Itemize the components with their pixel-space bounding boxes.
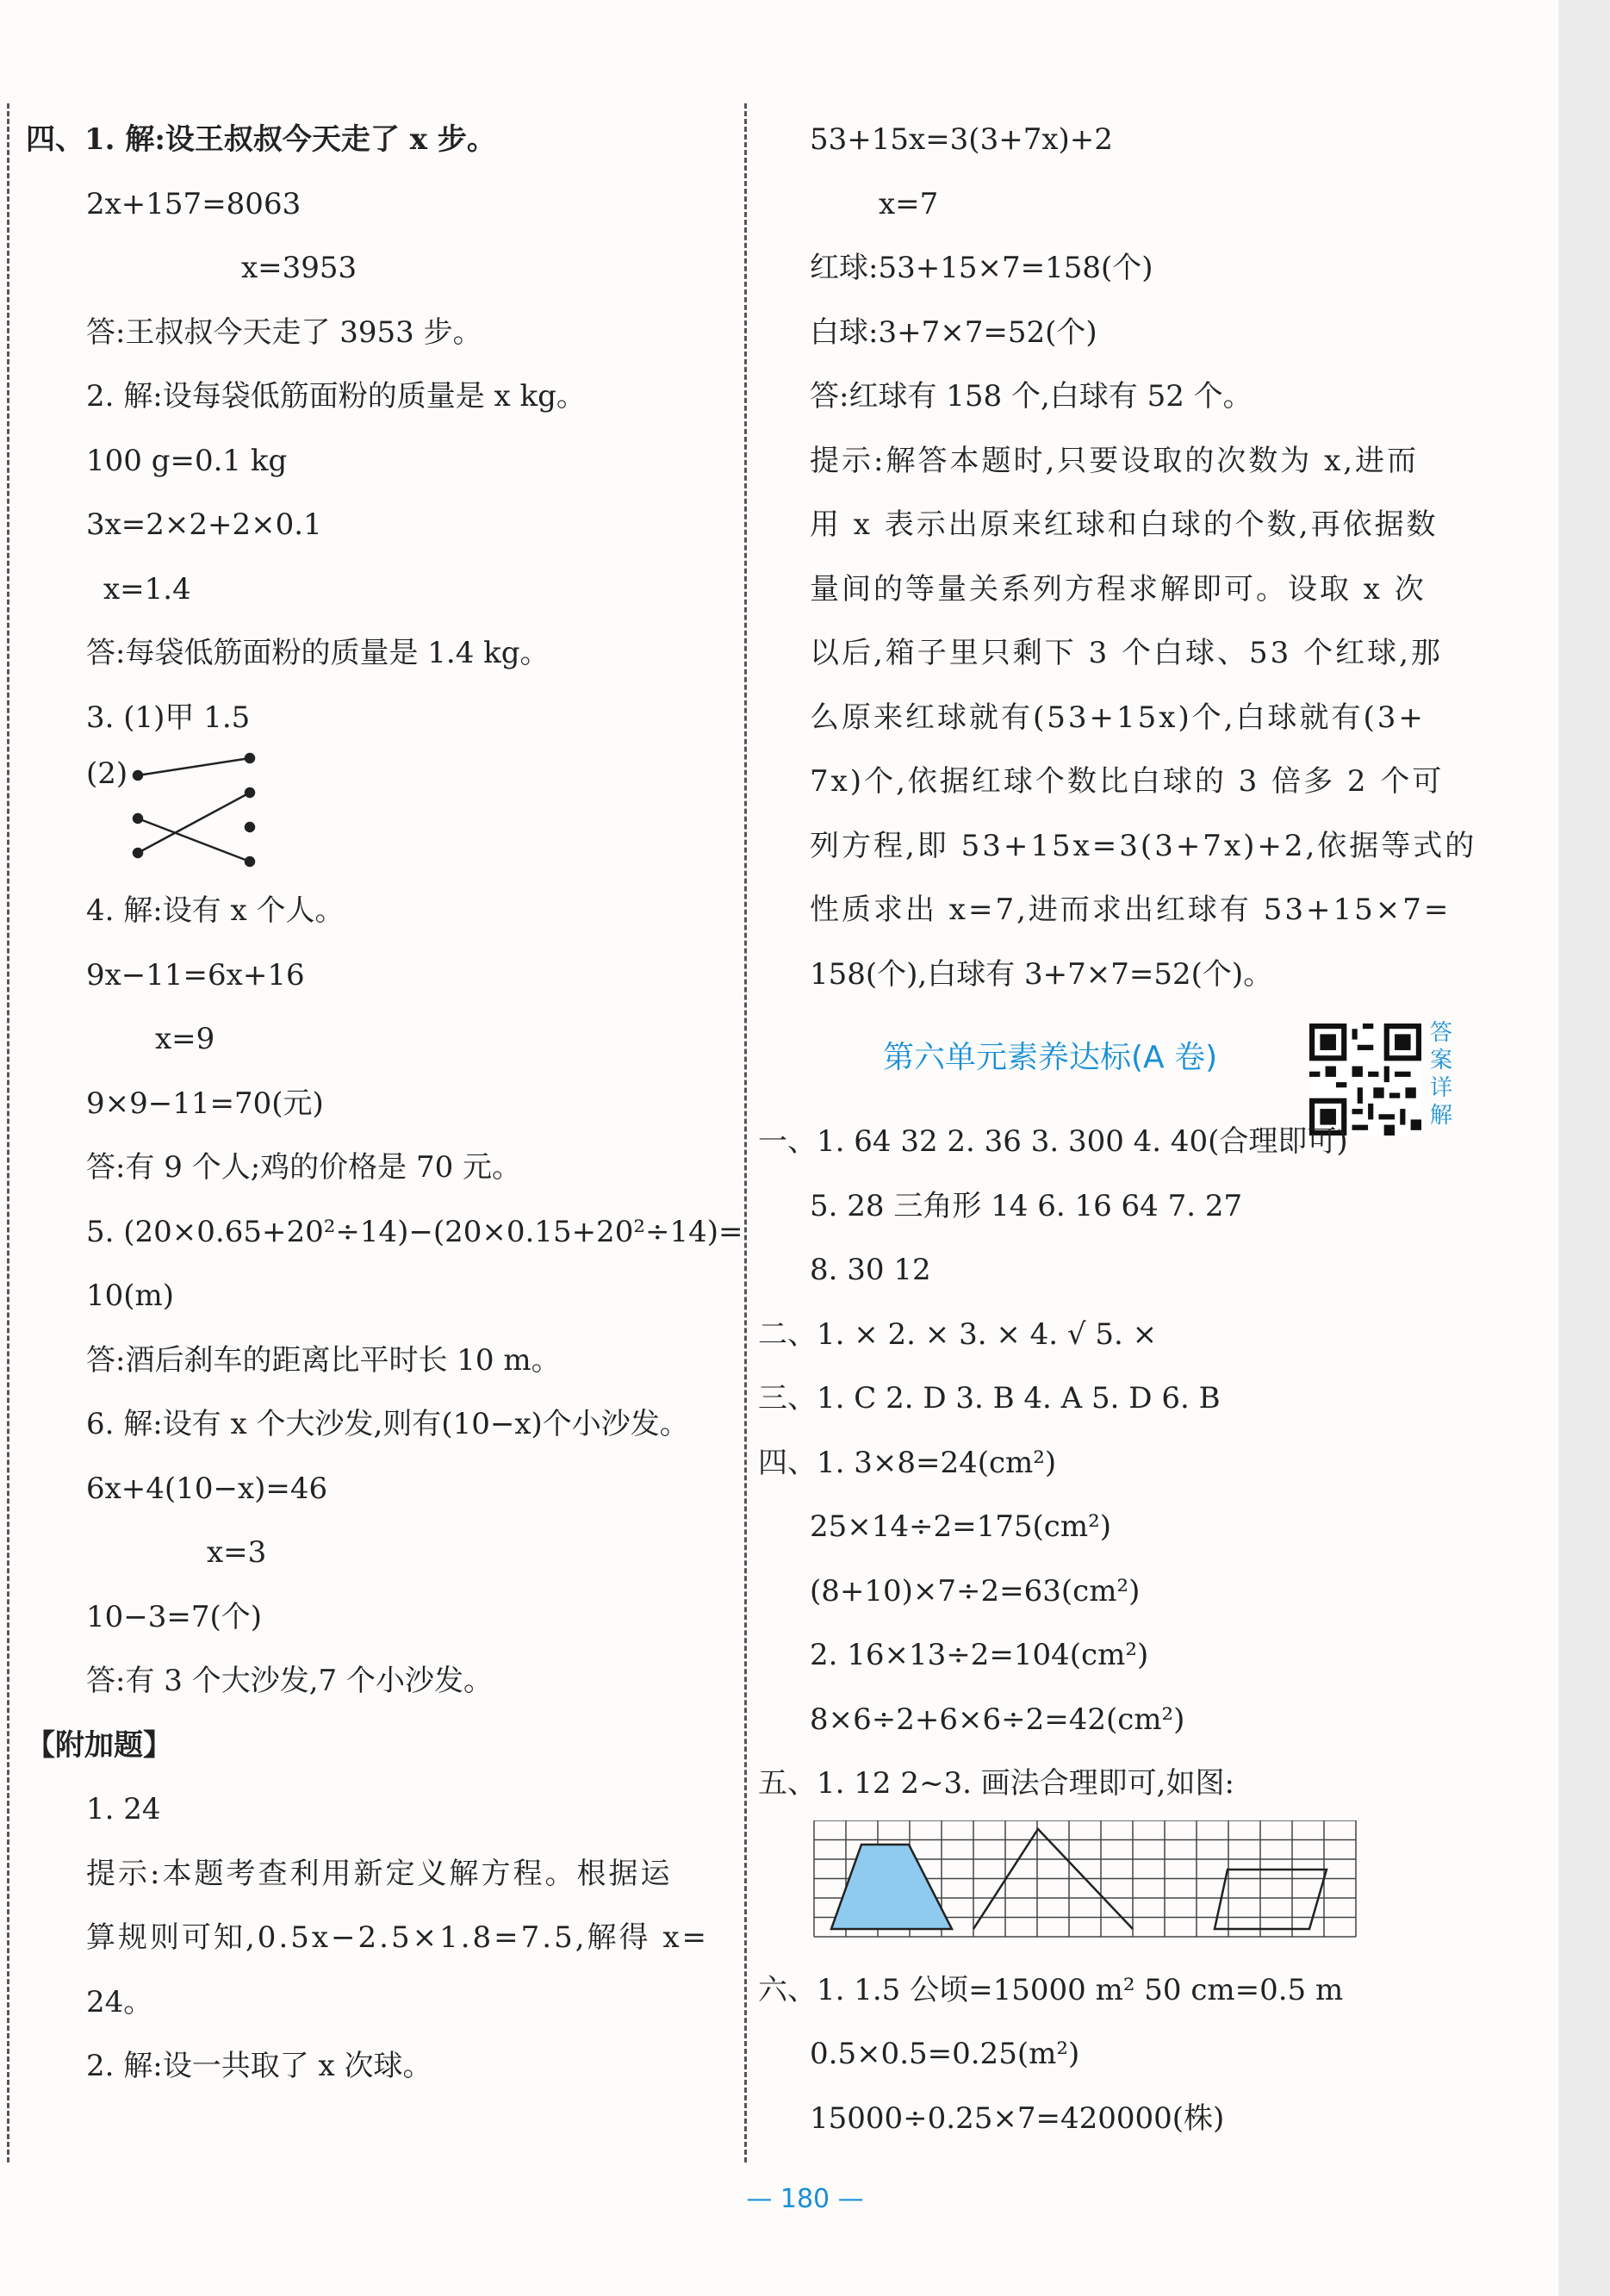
text-line: 量间的等量关系列方程求解即可。设取 x 次 [810,571,1427,607]
section-title-text: 第六单元素养达标(A 卷) [883,1040,1218,1075]
text-line: 1. 24 [86,1792,161,1826]
text-line: 二、1. × 2. × 3. × 4. √ 5. × [758,1316,1158,1352]
text-line: 五、1. 12 2~3. 画法合理即可,如图: [758,1766,1234,1801]
text-line: 2. 16×13÷2=104(cm²) [810,1638,1149,1672]
text-line: 四、1. 3×8=24(cm²) [758,1445,1057,1480]
text-line: 8×6÷2+6×6÷2=42(cm²) [810,1702,1185,1737]
matching-lines [112,750,370,879]
text-line: 三、1. C 2. D 3. B 4. A 5. D 6. B [758,1381,1221,1416]
left-lines [26,108,732,750]
text-line: 3. (1)甲 1.5 [86,700,251,735]
text-line: x=3 [207,1535,267,1570]
text-line: 答:有 9 个人;鸡的价格是 70 元。 [86,1150,522,1185]
text-line: 列方程,即 53+15x=3(3+7x)+2,依据等式的 [810,828,1477,863]
text-line: 以后,箱子里只剩下 3 个白球、53 个红球,那 [810,636,1443,670]
right-answers [758,1110,1568,1816]
text-line: 2. 解:设一共取了 x 次球。 [86,2049,432,2083]
grid-drawing [810,1820,1396,1963]
text-line: 6x+4(10−x)=46 [86,1471,328,1506]
left-lines-continued [26,879,743,2099]
right-lines [758,108,1568,1006]
text-line: 24。 [86,1984,153,2019]
text-line: 六、1. 1.5 公顷=15000 m² 50 cm=0.5 m [758,1972,1344,2007]
text-line: 9x−11=6x+16 [86,957,305,992]
right-answers-continued [758,1958,1568,2151]
text-line: 0.5×0.5=0.25(m²) [810,2037,1080,2071]
text-line: 性质求出 x=7,进而求出红球有 53+15×7= [810,893,1451,927]
text-line: 2. 解:设每袋低筋面粉的质量是 x kg。 [86,379,586,414]
text-line: 用 x 表示出原来红球和白球的个数,再依据数 [810,507,1439,542]
text-line: x=7 [879,186,939,221]
text-line: 2x+157=8063 [86,186,301,221]
text-line: (8+10)×7÷2=63(cm²) [810,1573,1141,1608]
text-line: 答:酒后刹车的距离比平时长 10 m。 [86,1342,561,1378]
match-label: (2) [86,756,128,791]
text-line: 9×9−11=70(元) [86,1086,324,1121]
text-line: 100 g=0.1 kg [86,443,288,478]
text-line: 3x=2×2+2×0.1 [86,507,322,542]
left-margin-line [7,103,9,2162]
text-line: x=3953 [241,251,357,285]
text-line: 6. 解:设有 x 个大沙发,则有(10−x)个小沙发。 [86,1407,689,1441]
text-line: 【附加题】 [26,1727,172,1763]
text-line: 么原来红球就有(53+15x)个,白球就有(3+ [810,700,1426,735]
text-line: 四、1. 解:设王叔叔今天走了 x 步。 [26,122,496,157]
left-column [26,108,743,2099]
text-line: 25×14÷2=175(cm²) [810,1509,1111,1544]
text-line: 53+15x=3(3+7x)+2 [810,122,1113,157]
text-line: 15000÷0.25×7=420000(株) [810,2100,1225,2136]
matching-figure [26,750,732,879]
right-column [758,108,1568,2150]
grid-figure [758,1816,1568,1958]
column-divider [744,103,747,2162]
text-line: 8. 30 12 [810,1253,931,1287]
text-line: 答:每袋低筋面粉的质量是 1.4 kg。 [86,636,550,670]
text-line: 5. (20×0.65+20²÷14)−(20×0.15+20²÷14)= [86,1214,743,1249]
text-line: 10(m) [86,1279,175,1313]
text-line: 答:有 3 个大沙发,7 个小沙发。 [86,1664,493,1698]
text-line: 白球:3+7×7=52(个) [810,314,1097,350]
text-line: 算规则可知,0.5x−2.5×1.8=7.5,解得 x= [86,1920,710,1955]
qr-caption: 答案详解 [1430,1020,1453,1129]
text-line: x=1.4 [103,571,191,607]
text-line: 5. 28 三角形 14 6. 16 64 7. 27 [810,1188,1243,1223]
text-line: 7x)个,依据红球个数比白球的 3 倍多 2 个可 [810,764,1445,799]
text-line: 答:王叔叔今天走了 3953 步。 [86,314,482,350]
text-line: 158(个),白球有 3+7×7=52(个)。 [810,956,1273,992]
section-title [758,1006,1568,1129]
text-line: 提示:解答本题时,只要设取的次数为 x,进而 [810,443,1420,478]
page-number: — 180 — [746,2184,864,2214]
text-line: 红球:53+15×7=158(个) [810,251,1153,285]
text-line: 10−3=7(个) [86,1599,263,1634]
text-line: 一、1. 64 32 2. 36 3. 300 4. 40(合理即可) [758,1124,1348,1159]
text-line: 答:红球有 158 个,白球有 52 个。 [810,379,1253,414]
text-line: x=9 [155,1022,215,1056]
text-line: 提示:本题考查利用新定义解方程。根据运 [86,1856,673,1891]
text-line: 4. 解:设有 x 个人。 [86,893,345,928]
trapezoid-shape [831,1845,952,1929]
